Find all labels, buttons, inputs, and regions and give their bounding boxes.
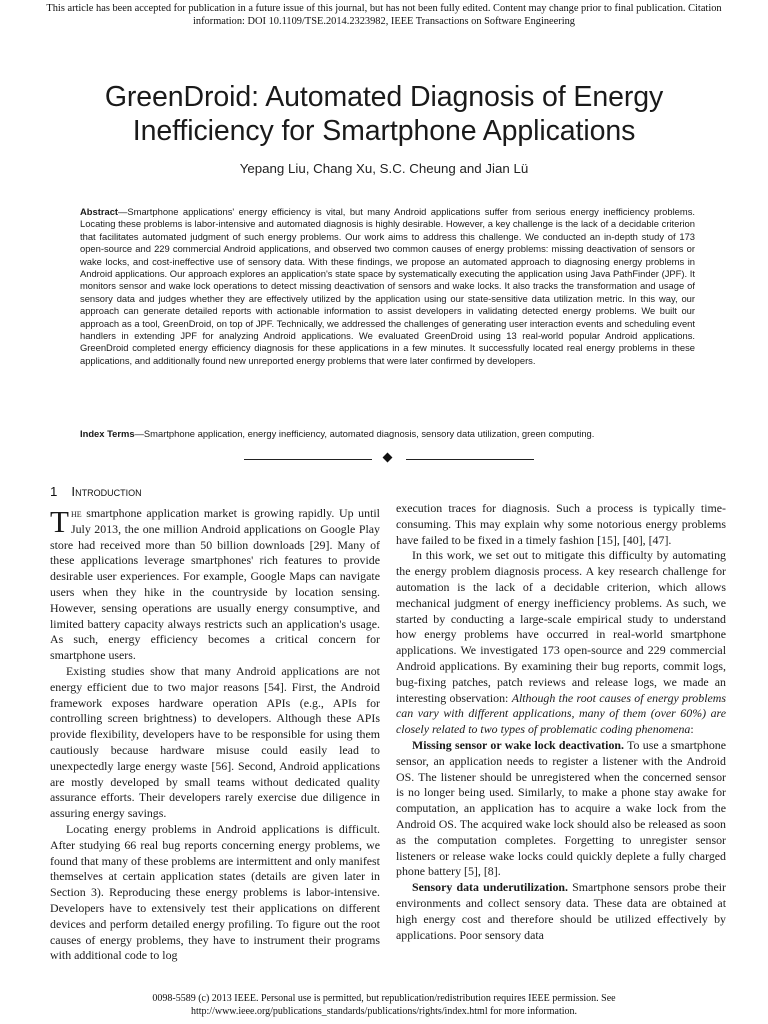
copyright-footer bbox=[0, 993, 768, 1018]
paper-title-line1: GreenDroid: Automated Diagnosis of Energy bbox=[104, 81, 664, 113]
section-heading bbox=[50, 484, 142, 500]
intro-paragraph-7 bbox=[396, 880, 726, 943]
underutilization-heading: Sensory data underutilization. bbox=[412, 880, 568, 895]
paragraph-5-end: : bbox=[690, 722, 694, 737]
intro-paragraph-4: execution traces for diagnosis. Such a process is typically time-consuming. This may explain why some notorious energy problems have failed to be fixed in a timely fashion [15], [40], [47]. bbox=[396, 501, 726, 547]
paragraph-5-text: In this work, we set out to mitigate this difficulty by automating the energy problem diagnosis process. A key research challenge for automation is the lack of a decidable criterion, which allows mechanical judgment of energy inefficiency problems. As such, we started by conducting a large-scale empirical study to understand how energy problems have occurred in real-world smartphone applications. We investigated 173 open-source and 229 commercial Android applications. By examining their bug reports, commit logs, bug-fixing patches, patch reviews and release logs, we made an interesting observation: bbox=[396, 548, 726, 705]
divider-line-left bbox=[244, 459, 372, 460]
abstract-label: Abstract bbox=[80, 206, 119, 217]
paragraph-6-text: To use a smartphone sensor, an application needs to register a listener with the Android OS. The listener should be unregistered when the concerned sensor is no longer being used. Similarly, to make a phone stay awake for computation, an application has to acquire a wake lock from the Android OS. The acquired wake lock should also be released as soon as the computation completes. Forgetting to unregister sensor listeners or release wake locks could quickly deplete a fully charged phone battery [5], [8]. bbox=[396, 737, 726, 879]
abstract bbox=[80, 206, 695, 367]
missing-deactivation-heading: Missing sensor or wake lock deactivation. bbox=[412, 737, 624, 752]
section-divider bbox=[244, 452, 534, 466]
diamond-icon bbox=[383, 453, 393, 463]
paper-title-line2: Inefficiency for Smartphone Applications bbox=[132, 115, 636, 147]
index-terms bbox=[80, 428, 695, 440]
publication-notice-line1: This article has been accepted for publication in a future issue of this journal, but has not been fully edited. Content may change prior to final publication. Citation bbox=[46, 3, 722, 14]
paragraph-7-text: Smartphone sensors probe their environments and collect sensory data. These data are obtained at high energy cost and therefore should be utilized effectively by applications. Poor sensory data bbox=[396, 880, 726, 942]
right-column bbox=[396, 501, 726, 943]
section-title: Introduction bbox=[71, 484, 142, 499]
publication-notice bbox=[0, 2, 768, 28]
intro-paragraph-2: Existing studies show that many Android applications are not energy efficient due to two major reasons [54]. First, the Android framework exposes hardware operation APIs (e.g., APIs for controlling screen brightness) to developers. Although these APIs provide flexibility, developers have to be responsible for using them cautiously because hardware misuse could easily lead to unexpectedly large energy waste [56]. Second, Android applications are mostly developed by small teams without dedicated quality assurance efforts. Their developers rarely exercise due diligence in assuring energy savings. bbox=[50, 663, 380, 821]
footer-line1: 0098-5589 (c) 2013 IEEE. Personal use is permitted, but republication/redistribution requires IEEE permission. See bbox=[152, 993, 616, 1004]
intro-paragraph-6 bbox=[396, 738, 726, 880]
observation-italic: Although the root causes of energy problems can vary with different applications, many of them (over 60%) are closely related to two types of problematic coding phenomena bbox=[396, 690, 726, 737]
intro-paragraph-5 bbox=[396, 548, 726, 738]
paper-authors: Yepang Liu, Chang Xu, S.C. Cheung and Jian Lü bbox=[239, 161, 529, 176]
footer-line2: http://www.ieee.org/publications_standards/publications/rights/index.html for more information. bbox=[190, 1005, 578, 1017]
index-terms-text: —Smartphone application, energy inefficiency, automated diagnosis, sensory data utilization, green computing. bbox=[134, 428, 595, 439]
abstract-text: —Smartphone applications' energy efficiency is vital, but many Android applications suffer from serious energy inefficiency problems. Locating these problems is labor-intensive and automated diagnosis is highly desirable. However, a key challenge is the lack of a decidable criterion that facilitates automated judgment of such energy problems. Our work aims to address this challenge. We conducted an in-depth study of 173 open-source and 229 commercial Android applications, and observed two common causes of energy problems: missing deactivation of sensors or wake locks, and cost-ineffective use of sensory data. With these findings, we propose an automated approach to diagnosing energy problems in Android applications. Our approach explores an application's state space by systematically executing the application using Java PathFinder (JPF). It monitors sensor and wake lock operations to detect missing deactivation of sensors and wake locks. It also tracks the transformation and usage of sensory data and judges whether they are effectively utilized by the application using our state-sensitive data utilization metric. In this way, our approach can generate detailed reports with actionable information to assist developers in validating detected energy problems. We built our approach as a tool, GreenDroid, on top of JPF. Technically, we addressed the challenges of generating user interaction events and scheduling event handlers in extending JPF for analyzing Android applications. We evaluated GreenDroid using 13 real-world popular Android applications. GreenDroid completed energy efficiency diagnosis for these applications in a few minutes. It successfully located real energy problems in these applications, and additionally found new unreported energy problems that were later confirmed by developers. bbox=[80, 206, 695, 366]
paper-title bbox=[0, 80, 768, 148]
drop-cap: T bbox=[50, 504, 69, 539]
index-terms-label: Index Terms bbox=[80, 428, 135, 439]
divider-line-right bbox=[406, 459, 534, 460]
intro-smallcaps: he bbox=[70, 506, 82, 520]
intro-paragraph-1 bbox=[50, 506, 380, 664]
intro-paragraph-3: Locating energy problems in Android applications is difficult. After studying 66 real bug reports concerning energy problems, we found that many of these problems are intermittent and only manifest themselves at certain application states (details are given later in Section 3). Reproducing these energy problems is labor-intensive. Developers have to extensively test their applications on different devices and perform detailed energy profiling. To figure out the root causes of energy problems, they have to instrument their programs with additional code to log bbox=[50, 821, 380, 963]
intro-paragraph-1-text: smartphone application market is growing rapidly. Up until July 2013, the one million Android applications on Google Play store had received more than 50 billion downloads [29]. Many of these applications leverage smartphones' rich features to provide desirable user experiences. For example, Google Maps can navigate users when they hike in the countryside by location sensing. However, sensing operations are usually energy consumptive, and limited battery capacity always restricts such an application's usage. As such, energy efficiency becomes a critical concern for smartphone users. bbox=[50, 506, 380, 663]
publication-notice-line2: information: DOI 10.1109/TSE.2014.2323982, IEEE Transactions on Software Engineering bbox=[193, 16, 575, 27]
section-number: 1 bbox=[50, 484, 58, 499]
left-column bbox=[50, 506, 380, 964]
